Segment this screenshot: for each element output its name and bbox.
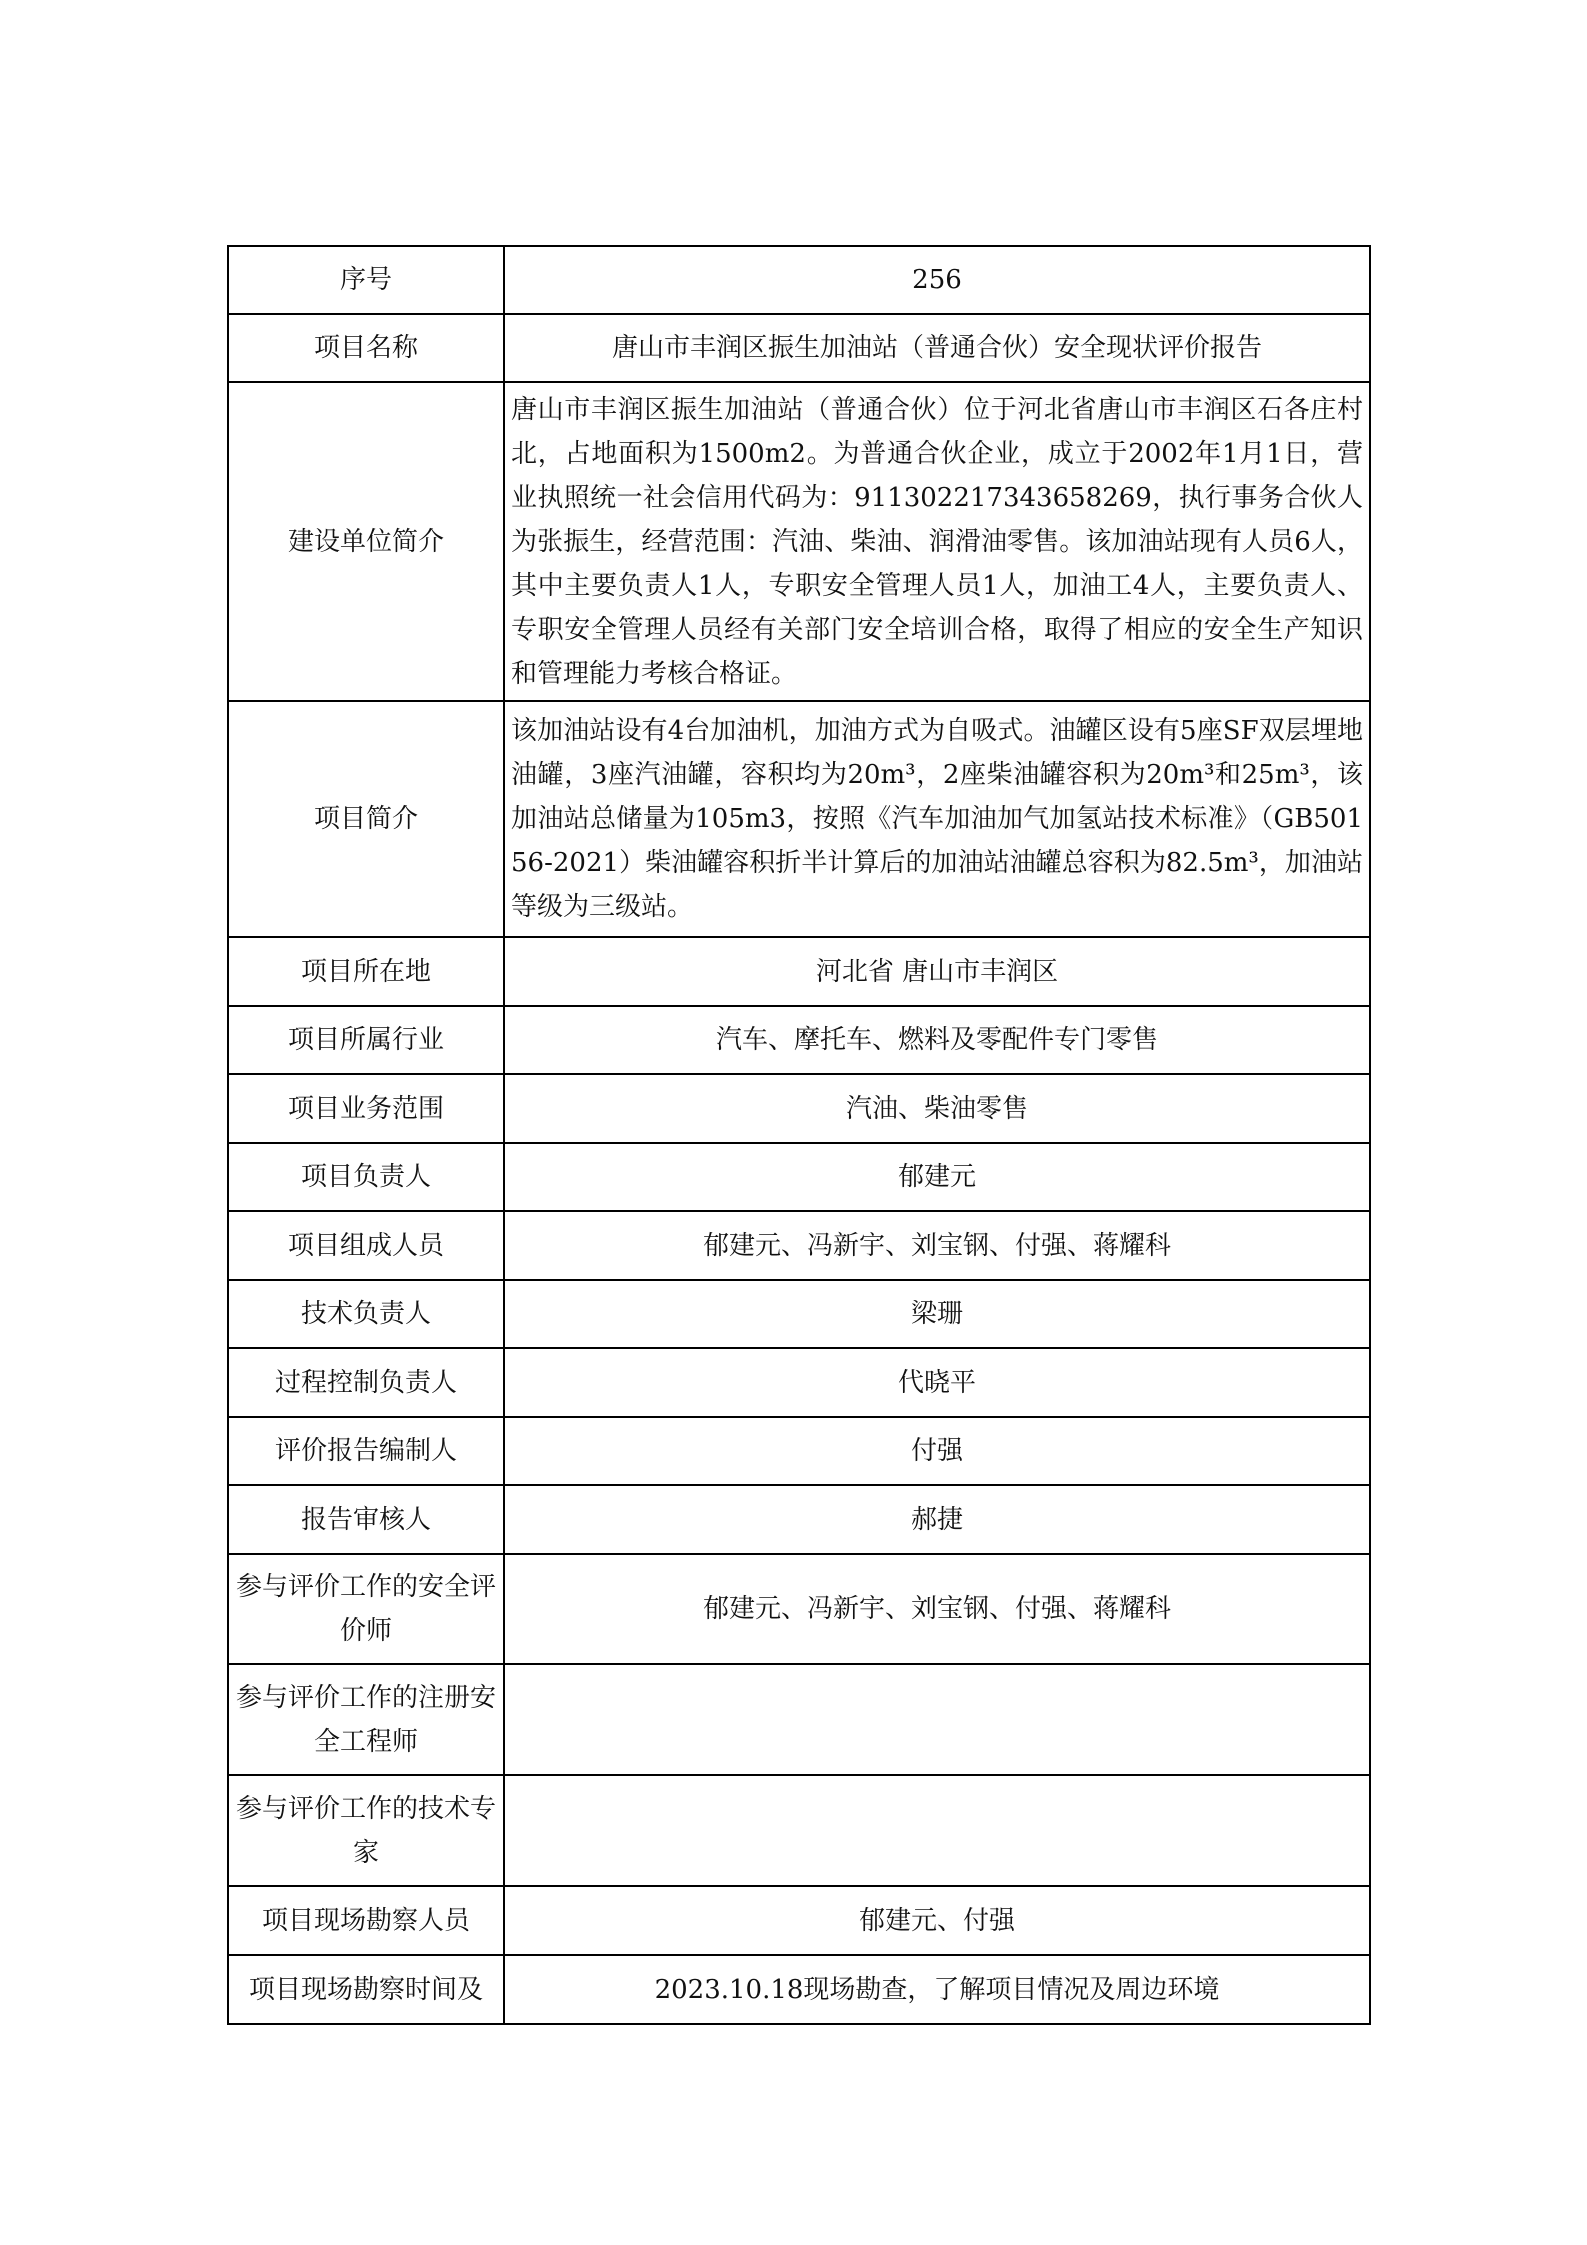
row-value-process-control: 代晓平 bbox=[504, 1348, 1370, 1417]
row-value-location: 河北省 唐山市丰润区 bbox=[504, 937, 1370, 1006]
table-row bbox=[228, 1280, 1370, 1348]
row-label-registered-engineers: 参与评价工作的注册安全工程师 bbox=[228, 1664, 504, 1775]
row-label-team-members: 项目组成人员 bbox=[228, 1211, 504, 1280]
row-value-tech-leader: 梁珊 bbox=[504, 1280, 1370, 1348]
row-value-project-leader: 郁建元 bbox=[504, 1143, 1370, 1211]
row-value-team-members: 郁建元、冯新宇、刘宝钢、付强、蒋耀科 bbox=[504, 1211, 1370, 1280]
row-label-tech-leader: 技术负责人 bbox=[228, 1280, 504, 1348]
table-row bbox=[228, 1006, 1370, 1074]
row-value-report-author: 付强 bbox=[504, 1417, 1370, 1485]
table-row bbox=[228, 382, 1370, 701]
row-label-unit-intro: 建设单位简介 bbox=[228, 382, 504, 701]
row-label-process-control: 过程控制负责人 bbox=[228, 1348, 504, 1417]
row-value-registered-engineers bbox=[504, 1664, 1370, 1775]
row-label-report-reviewer: 报告审核人 bbox=[228, 1485, 504, 1554]
row-label-site-inspectors: 项目现场勘察人员 bbox=[228, 1886, 504, 1955]
project-info-table bbox=[227, 245, 1371, 2025]
row-value-business-scope: 汽油、柴油零售 bbox=[504, 1074, 1370, 1143]
table-row bbox=[228, 314, 1370, 382]
row-label-serial: 序号 bbox=[228, 246, 504, 314]
table-row bbox=[228, 1485, 1370, 1554]
row-label-industry: 项目所属行业 bbox=[228, 1006, 504, 1074]
row-value-report-reviewer: 郝捷 bbox=[504, 1485, 1370, 1554]
row-value-site-inspectors: 郁建元、付强 bbox=[504, 1886, 1370, 1955]
table-row bbox=[228, 937, 1370, 1006]
table-row bbox=[228, 1211, 1370, 1280]
row-label-project-leader: 项目负责人 bbox=[228, 1143, 504, 1211]
row-label-tech-experts: 参与评价工作的技术专家 bbox=[228, 1775, 504, 1886]
row-value-site-inspection-time: 2023.10.18现场勘查，了解项目情况及周边环境 bbox=[504, 1955, 1370, 2024]
row-label-project-intro: 项目简介 bbox=[228, 701, 504, 937]
row-value-tech-experts bbox=[504, 1775, 1370, 1886]
row-label-business-scope: 项目业务范围 bbox=[228, 1074, 504, 1143]
row-value-industry: 汽车、摩托车、燃料及零配件专门零售 bbox=[504, 1006, 1370, 1074]
row-value-project-name: 唐山市丰润区振生加油站（普通合伙）安全现状评价报告 bbox=[504, 314, 1370, 382]
row-label-report-author: 评价报告编制人 bbox=[228, 1417, 504, 1485]
row-label-project-name: 项目名称 bbox=[228, 314, 504, 382]
row-value-unit-intro: 唐山市丰润区振生加油站（普通合伙）位于河北省唐山市丰润区石各庄村北，占地面积为1500m2。为普通合伙企业，成立于2002年1月1日，营业执照统一社会信用代码为：911302217343658269，执行事务合伙人为张振生，经营范围：汽油、柴油、润滑油零售。该加油站现有人员6人，其中主要负责人1人，专职安全管理人员1人，加油工4人，主要负责人、专职安全管理人员经有关部门安全培训合格，取得了相应的安全生产知识和管理能力考核合格证。 bbox=[504, 382, 1370, 701]
row-value-serial: 256 bbox=[504, 246, 1370, 314]
table-row bbox=[228, 1417, 1370, 1485]
table-row bbox=[228, 1074, 1370, 1143]
table-row bbox=[228, 1775, 1370, 1886]
row-label-safety-assessors: 参与评价工作的安全评价师 bbox=[228, 1554, 504, 1664]
table-row bbox=[228, 1886, 1370, 1955]
table-row bbox=[228, 1664, 1370, 1775]
row-label-site-inspection-time: 项目现场勘察时间及 bbox=[228, 1955, 504, 2024]
table-row bbox=[228, 1955, 1370, 2024]
table-row bbox=[228, 701, 1370, 937]
row-label-location: 项目所在地 bbox=[228, 937, 504, 1006]
row-value-safety-assessors: 郁建元、冯新宇、刘宝钢、付强、蒋耀科 bbox=[504, 1554, 1370, 1664]
row-value-project-intro: 该加油站设有4台加油机，加油方式为自吸式。油罐区设有5座SF双层埋地油罐，3座汽油罐，容积均为20m³，2座柴油罐容积为20m³和25m³，该加油站总储量为105m3，按照《汽车加油加气加氢站技术标准》（GB50156-2021）柴油罐容积折半计算后的加油站油罐总容积为82.5m³，加油站等级为三级站。 bbox=[504, 701, 1370, 937]
table-row bbox=[228, 1348, 1370, 1417]
table-row bbox=[228, 1143, 1370, 1211]
table-row bbox=[228, 1554, 1370, 1664]
table-row bbox=[228, 246, 1370, 314]
